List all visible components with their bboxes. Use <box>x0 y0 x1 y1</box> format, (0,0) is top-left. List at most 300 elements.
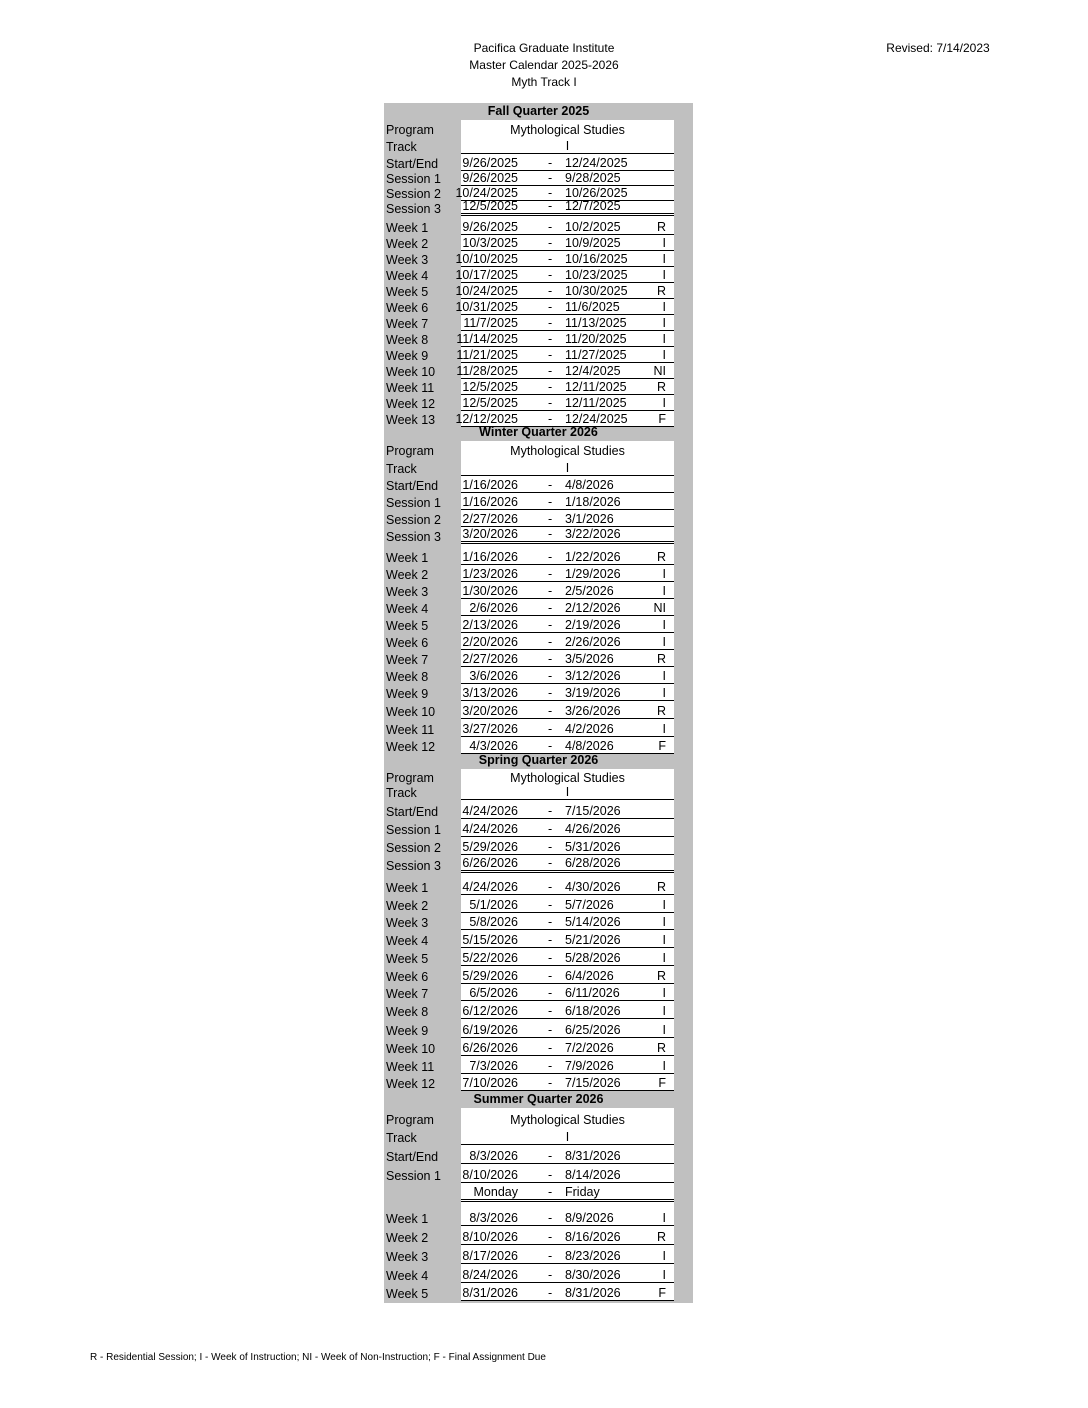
week-type-code: NI <box>653 364 666 378</box>
calendar-row <box>384 948 693 966</box>
end-date: 10/30/2025 <box>565 284 628 298</box>
quarter-title: Spring Quarter 2026 <box>478 753 599 767</box>
calendar-row <box>384 216 693 235</box>
calendar-row <box>384 1283 693 1301</box>
calendar-row <box>384 1264 693 1283</box>
end-date: 12/24/2025 <box>565 156 628 170</box>
range-dash: - <box>548 704 553 718</box>
row-label: Session 3 <box>386 859 441 873</box>
track-row <box>384 1127 693 1145</box>
start-date: 8/3/2026 <box>469 1149 518 1163</box>
row-label: Week 7 <box>386 653 429 667</box>
start-date: 1/16/2026 <box>462 495 518 509</box>
start-date: 8/17/2026 <box>462 1249 518 1263</box>
row-label: Week 4 <box>386 1269 429 1283</box>
date-range-cell <box>461 1202 674 1226</box>
date-range-cell <box>455 251 674 267</box>
quarter-title: Summer Quarter 2026 <box>473 1092 604 1106</box>
range-dash: - <box>548 686 553 700</box>
end-date: 3/19/2026 <box>565 686 621 700</box>
row-label: Week 5 <box>386 285 429 299</box>
row-label: Week 12 <box>386 1077 436 1091</box>
date-range-cell <box>461 235 674 251</box>
calendar-row <box>384 315 693 331</box>
calendar-row <box>384 819 693 837</box>
row-label: Week 11 <box>386 723 435 737</box>
end-date: 7/15/2026 <box>565 1076 621 1090</box>
start-date: 10/31/2025 <box>455 300 518 314</box>
track-label: Track <box>386 140 417 154</box>
start-date: 4/24/2026 <box>462 880 518 894</box>
week-type-code: I <box>662 567 666 581</box>
calendar-row <box>384 283 693 299</box>
end-date: 5/21/2026 <box>565 933 621 947</box>
range-dash: - <box>548 1286 553 1300</box>
row-label: Week 5 <box>386 952 429 966</box>
calendar-row <box>384 154 693 171</box>
row-label: Week 1 <box>386 221 429 235</box>
start-date: 11/14/2025 <box>456 332 518 346</box>
program-name: Mythological Studies <box>510 1113 625 1127</box>
start-date: 6/26/2026 <box>462 1041 518 1055</box>
row-label: Start/End <box>386 1150 439 1164</box>
row-label: Week 6 <box>386 970 429 984</box>
range-dash: - <box>548 1268 553 1282</box>
week-type-code: I <box>662 1249 666 1263</box>
start-date: 6/19/2026 <box>462 1023 518 1037</box>
document-title-block <box>430 40 658 91</box>
row-label: Week 2 <box>386 237 429 251</box>
range-dash: - <box>548 969 553 983</box>
row-label: Start/End <box>386 157 439 171</box>
start-date: 8/3/2026 <box>469 1211 518 1225</box>
week-type-code: R <box>656 284 666 298</box>
program-label: Program <box>386 1113 434 1127</box>
date-range-cell <box>461 201 674 216</box>
date-range-cell <box>461 650 674 667</box>
calendar-row <box>384 1164 693 1183</box>
range-dash: - <box>548 601 553 615</box>
calendar-row <box>384 1183 693 1202</box>
date-range-cell <box>456 331 674 347</box>
date-range-cell <box>461 719 674 737</box>
end-date: 11/20/2025 <box>565 332 627 346</box>
week-type-code: NI <box>653 601 666 615</box>
range-dash: - <box>548 396 553 410</box>
calendar-row <box>384 719 693 737</box>
track-cell <box>461 137 674 154</box>
range-dash: - <box>548 880 553 894</box>
range-dash: - <box>548 156 553 170</box>
calendar-row <box>384 493 693 510</box>
start-date: Monday <box>473 1185 518 1199</box>
date-range-cell <box>461 819 674 837</box>
end-date: 3/12/2026 <box>565 669 621 683</box>
program-row <box>384 120 693 137</box>
date-range-cell <box>456 363 674 379</box>
program-name: Mythological Studies <box>510 771 625 785</box>
calendar-row <box>384 171 693 186</box>
range-dash: - <box>548 284 553 298</box>
end-date: 9/28/2025 <box>565 171 621 185</box>
start-date: 1/16/2026 <box>462 478 518 492</box>
date-range-cell <box>461 855 674 873</box>
calendar-row <box>384 1019 693 1038</box>
program-label: Program <box>386 771 434 785</box>
end-date: 11/27/2025 <box>565 348 627 362</box>
row-label: Week 12 <box>386 740 436 754</box>
week-type-code: F <box>658 1286 666 1300</box>
track-label: Track <box>386 786 417 800</box>
row-label: Session 3 <box>386 202 441 216</box>
start-date: 2/6/2026 <box>469 601 518 615</box>
range-dash: - <box>548 618 553 632</box>
calendar-row <box>384 633 693 650</box>
program-cell <box>461 1108 674 1127</box>
calendar-row <box>384 913 693 930</box>
quarter-title: Winter Quarter 2026 <box>479 425 598 439</box>
range-dash: - <box>548 199 553 213</box>
end-date: 3/26/2026 <box>565 704 621 718</box>
row-label: Week 4 <box>386 269 429 283</box>
range-dash: - <box>548 915 553 929</box>
row-label: Week 9 <box>386 349 429 363</box>
start-date: 9/26/2025 <box>462 171 518 185</box>
row-label: Start/End <box>386 479 439 493</box>
end-date: 11/6/2025 <box>565 300 620 314</box>
end-date: 4/8/2026 <box>565 739 614 753</box>
end-date: 7/15/2026 <box>565 804 621 818</box>
start-date: 3/20/2026 <box>462 704 518 718</box>
range-dash: - <box>548 1076 553 1090</box>
row-label: Session 1 <box>386 823 441 837</box>
end-date: 12/7/2025 <box>565 199 621 213</box>
date-range-cell <box>461 701 674 719</box>
calendar-row <box>384 855 693 873</box>
end-date: 2/5/2026 <box>565 584 614 598</box>
date-range-cell <box>461 1264 674 1283</box>
start-date: 11/7/2025 <box>463 316 518 330</box>
date-range-cell <box>461 1001 674 1019</box>
revised-date: Revised: 7/14/2023 <box>886 41 990 55</box>
range-dash: - <box>548 635 553 649</box>
calendar-row <box>384 201 693 216</box>
date-range-cell <box>461 913 674 930</box>
range-dash: - <box>548 300 553 314</box>
range-dash: - <box>548 1023 553 1037</box>
range-dash: - <box>548 898 553 912</box>
track-cell <box>461 785 674 800</box>
start-date: 12/5/2025 <box>462 199 518 213</box>
range-dash: - <box>548 220 553 234</box>
range-dash: - <box>548 1168 553 1182</box>
range-dash: - <box>548 1211 553 1225</box>
range-dash: - <box>548 348 553 362</box>
end-date: 2/26/2026 <box>565 635 621 649</box>
calendar-row <box>384 299 693 315</box>
start-date: 1/23/2026 <box>462 567 518 581</box>
date-range-cell <box>461 510 674 527</box>
program-name: Mythological Studies <box>510 123 625 137</box>
row-label: Week 8 <box>386 670 429 684</box>
date-range-cell <box>461 154 674 171</box>
week-type-code: R <box>656 380 666 394</box>
row-label: Week 7 <box>386 987 429 1001</box>
calendar-row <box>384 984 693 1001</box>
range-dash: - <box>548 584 553 598</box>
end-date: 5/28/2026 <box>565 951 621 965</box>
row-label: Week 2 <box>386 1231 429 1245</box>
date-range-cell <box>455 267 674 283</box>
row-label: Week 3 <box>386 916 429 930</box>
program-cell <box>461 769 674 785</box>
start-date: 11/21/2025 <box>456 348 518 362</box>
date-range-cell <box>461 493 674 510</box>
calendar-row <box>384 800 693 819</box>
row-label: Week 12 <box>386 397 436 411</box>
start-date: 10/24/2025 <box>455 284 518 298</box>
program-row <box>384 441 693 458</box>
week-type-code: I <box>662 332 666 346</box>
calendar-row <box>384 599 693 616</box>
start-date: 10/10/2025 <box>455 252 518 266</box>
calendar-row <box>384 701 693 719</box>
row-label: Session 1 <box>386 1169 441 1183</box>
calendar-row <box>384 1226 693 1245</box>
row-label: Week 6 <box>386 301 429 315</box>
week-type-code: I <box>662 300 666 314</box>
row-label: Session 1 <box>386 496 441 510</box>
week-type-code: I <box>662 898 666 912</box>
range-dash: - <box>548 478 553 492</box>
start-date: 4/3/2026 <box>469 739 518 753</box>
range-dash: - <box>548 722 553 736</box>
range-dash: - <box>548 1149 553 1163</box>
start-date: 6/5/2026 <box>469 986 518 1000</box>
calendar-row <box>384 930 693 948</box>
date-range-cell <box>461 1019 674 1038</box>
date-range-cell <box>461 1145 674 1164</box>
end-date: 5/14/2026 <box>565 915 621 929</box>
week-type-code: R <box>656 1230 666 1244</box>
end-date: 2/12/2026 <box>565 601 621 615</box>
range-dash: - <box>548 1041 553 1055</box>
week-type-code: R <box>656 969 666 983</box>
calendar-row <box>384 331 693 347</box>
track-title: Myth Track I <box>511 75 577 89</box>
range-dash: - <box>548 1249 553 1263</box>
end-date: 4/2/2026 <box>565 722 614 736</box>
end-date: 11/13/2025 <box>565 316 627 330</box>
end-date: 8/16/2026 <box>565 1230 621 1244</box>
calendar-row <box>384 1074 693 1091</box>
row-label: Week 4 <box>386 602 429 616</box>
date-range-cell <box>461 527 674 544</box>
date-range-cell <box>461 684 674 701</box>
track-row <box>384 458 693 476</box>
track-row <box>384 137 693 154</box>
week-type-code: I <box>662 1059 666 1073</box>
calendar-row <box>384 251 693 267</box>
row-label: Session 2 <box>386 187 441 201</box>
program-name: Mythological Studies <box>510 444 625 458</box>
calendar-row <box>384 667 693 684</box>
row-label: Week 8 <box>386 1005 429 1019</box>
week-type-code: I <box>662 396 666 410</box>
row-label: Week 10 <box>386 705 436 719</box>
date-range-cell <box>461 1283 674 1301</box>
start-date: 10/24/2025 <box>455 186 518 200</box>
program-label: Program <box>386 444 434 458</box>
calendar-row <box>384 544 693 565</box>
start-date: 1/30/2026 <box>462 584 518 598</box>
range-dash: - <box>548 512 553 526</box>
row-label: Week 1 <box>386 551 429 565</box>
end-date: 7/2/2026 <box>565 1041 614 1055</box>
calendar-row <box>384 837 693 855</box>
start-date: 9/26/2025 <box>462 220 518 234</box>
week-type-code: I <box>662 986 666 1000</box>
range-dash: - <box>548 495 553 509</box>
row-label: Week 6 <box>386 636 429 650</box>
range-dash: - <box>548 822 553 836</box>
start-date: 2/27/2026 <box>462 652 518 666</box>
program-row <box>384 769 693 785</box>
date-range-cell <box>461 984 674 1001</box>
date-range-cell <box>461 1074 674 1091</box>
track-value: I <box>565 785 570 799</box>
date-range-cell <box>461 966 674 984</box>
date-range-cell <box>461 216 674 235</box>
calendar-row <box>384 347 693 363</box>
range-dash: - <box>548 1185 553 1199</box>
calendar-row <box>384 616 693 633</box>
week-type-code: I <box>662 268 666 282</box>
track-label: Track <box>386 462 417 476</box>
week-type-code: R <box>656 1041 666 1055</box>
row-label: Session 2 <box>386 841 441 855</box>
start-date: 4/24/2026 <box>462 822 518 836</box>
range-dash: - <box>548 1004 553 1018</box>
range-dash: - <box>548 840 553 854</box>
calendar-row <box>384 363 693 379</box>
range-dash: - <box>548 669 553 683</box>
date-range-cell <box>461 616 674 633</box>
date-range-cell <box>461 395 674 411</box>
end-date: 8/23/2026 <box>565 1249 621 1263</box>
calendar-row <box>384 379 693 395</box>
date-range-cell <box>461 633 674 650</box>
calendar-row <box>384 1145 693 1164</box>
start-date: 9/26/2025 <box>462 156 518 170</box>
date-range-cell <box>461 800 674 819</box>
end-date: 7/9/2026 <box>565 1059 614 1073</box>
program-cell <box>461 120 674 137</box>
week-type-code: R <box>656 220 666 234</box>
row-label: Week 11 <box>386 381 435 395</box>
date-range-cell <box>461 667 674 684</box>
date-range-cell <box>461 1056 674 1074</box>
start-date: 4/24/2026 <box>462 804 518 818</box>
week-type-code: R <box>656 652 666 666</box>
week-type-code: I <box>662 686 666 700</box>
date-range-cell <box>461 837 674 855</box>
range-dash: - <box>548 550 553 564</box>
date-range-cell <box>461 599 674 616</box>
date-range-cell <box>461 544 674 565</box>
range-dash: - <box>548 171 553 185</box>
row-label: Week 5 <box>386 619 429 633</box>
end-date: 12/4/2025 <box>565 364 621 378</box>
date-range-cell <box>461 1226 674 1245</box>
end-date: 10/2/2025 <box>565 220 621 234</box>
end-date: 3/22/2026 <box>565 527 621 541</box>
row-label: Week 10 <box>386 1042 436 1056</box>
row-label: Week 8 <box>386 333 429 347</box>
start-date: 5/1/2026 <box>469 898 518 912</box>
week-type-code: I <box>662 618 666 632</box>
week-type-code: I <box>662 933 666 947</box>
week-type-code: I <box>662 635 666 649</box>
row-label: Start/End <box>386 805 439 819</box>
row-label: Week 5 <box>386 1287 429 1301</box>
institution-name: Pacifica Graduate Institute <box>473 41 615 55</box>
row-label: Week 10 <box>386 365 436 379</box>
date-range-cell <box>456 347 674 363</box>
calendar-row <box>384 895 693 913</box>
end-date: 10/23/2025 <box>565 268 628 282</box>
calendar-row <box>384 1056 693 1074</box>
week-type-code: I <box>662 252 666 266</box>
end-date: 12/11/2025 <box>565 380 627 394</box>
row-label: Week 1 <box>386 881 429 895</box>
end-date: 8/31/2026 <box>565 1286 621 1300</box>
end-date: 10/9/2025 <box>565 236 621 250</box>
week-type-code: I <box>662 236 666 250</box>
range-dash: - <box>548 332 553 346</box>
calendar-row <box>384 1038 693 1056</box>
row-label: Week 9 <box>386 1024 429 1038</box>
date-range-cell <box>461 1245 674 1264</box>
start-date: 10/3/2025 <box>462 236 518 250</box>
date-range-cell <box>461 1164 674 1183</box>
track-value: I <box>565 461 570 475</box>
range-dash: - <box>548 652 553 666</box>
week-type-code: I <box>662 951 666 965</box>
end-date: 4/30/2026 <box>565 880 621 894</box>
calendar-row <box>384 873 693 895</box>
row-label: Week 7 <box>386 317 429 331</box>
start-date: 5/22/2026 <box>462 951 518 965</box>
row-label: Week 9 <box>386 687 429 701</box>
start-date: 8/24/2026 <box>462 1268 518 1282</box>
start-date: 3/6/2026 <box>469 669 518 683</box>
calendar-row <box>384 1001 693 1019</box>
end-date: 10/16/2025 <box>565 252 628 266</box>
start-date: 8/10/2026 <box>462 1230 518 1244</box>
range-dash: - <box>548 380 553 394</box>
start-date: 12/5/2025 <box>462 380 518 394</box>
start-date: 2/13/2026 <box>462 618 518 632</box>
end-date: 8/30/2026 <box>565 1268 621 1282</box>
track-value: I <box>565 1130 570 1144</box>
end-date: 5/31/2026 <box>565 840 621 854</box>
week-type-code: I <box>662 722 666 736</box>
range-dash: - <box>548 1230 553 1244</box>
range-dash: - <box>548 856 553 870</box>
start-date: 10/17/2025 <box>455 268 518 282</box>
calendar-row <box>384 582 693 599</box>
